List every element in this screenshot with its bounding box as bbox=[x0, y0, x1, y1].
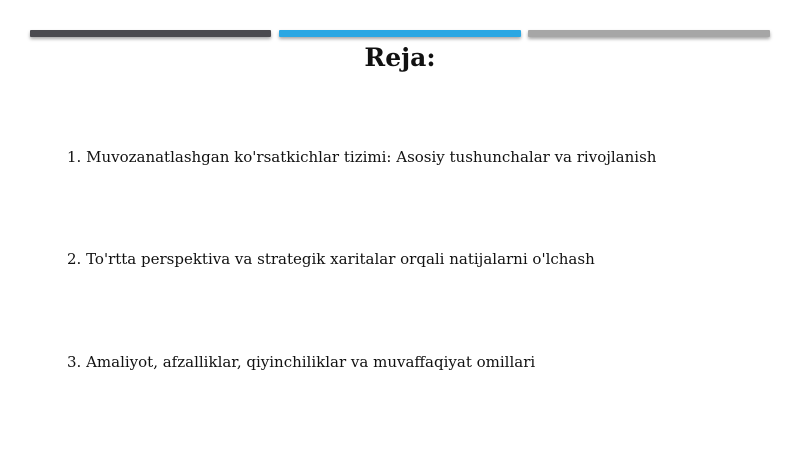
header-bar-gray bbox=[528, 30, 770, 37]
agenda-item-2: 2. To'rtta perspektiva va strategik xaritalar orqali natijalarni o'lchash bbox=[67, 250, 595, 268]
slide-title: Reja: bbox=[364, 43, 436, 72]
header-bar-blue bbox=[279, 30, 521, 37]
agenda-item-3: 3. Amaliyot, afzalliklar, qiyinchiliklar va muvaffaqiyat omillari bbox=[67, 353, 536, 371]
header-bar-dark bbox=[30, 30, 271, 37]
agenda-item-1: 1. Muvozanatlashgan ko'rsatkichlar tizimi: Asosiy tushunchalar va rivojlanish bbox=[67, 148, 657, 166]
